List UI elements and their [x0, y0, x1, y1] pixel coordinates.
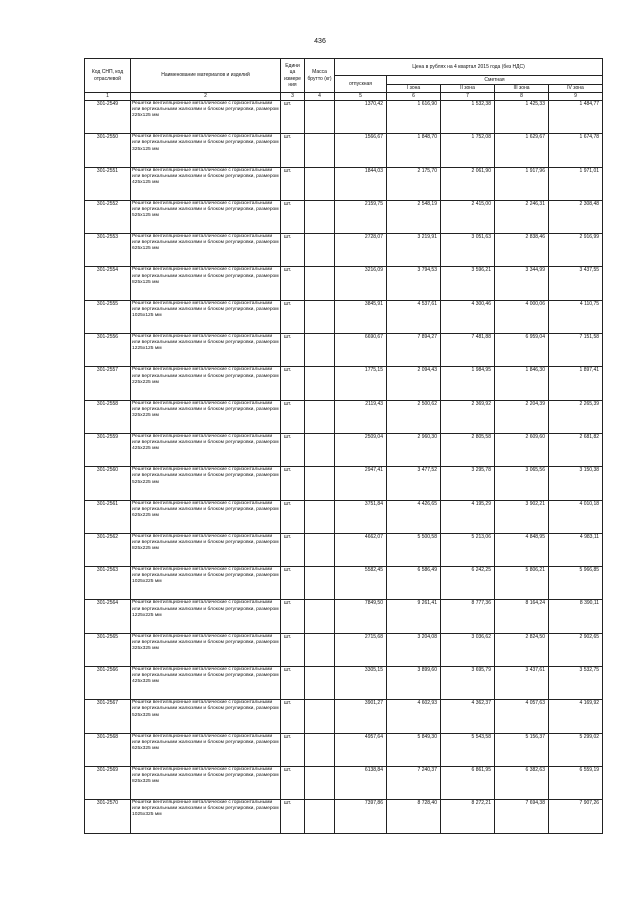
row-zone-2-price: 3 596,21 [441, 267, 495, 300]
row-name: Решетки вентиляционные металлические с горизонтальными или вертикальными жалюзями и блоком регулировки, размером 1225х225 мм [131, 600, 281, 633]
row-mass [305, 800, 335, 833]
row-zone-3-price: 3 344,99 [495, 267, 549, 300]
row-name: Решетки вентиляционные металлические с горизонтальными или вертикальными жалюзями и блоком регулировки, размером 425х325 мм [131, 667, 281, 700]
row-code: 301-2560 [85, 467, 131, 500]
column-number: 6 [387, 93, 441, 101]
table-row [85, 667, 603, 700]
row-zone-4-price: 4 983,11 [549, 533, 603, 566]
row-zone-1-price: 2 960,30 [387, 433, 441, 466]
row-unit: шт. [281, 367, 305, 400]
price-table [84, 58, 603, 834]
row-code: 301-2554 [85, 267, 131, 300]
row-mass [305, 367, 335, 400]
row-release-price: 4957,64 [335, 733, 387, 766]
row-zone-2-price: 5 543,58 [441, 733, 495, 766]
row-zone-4-price: 2 265,39 [549, 400, 603, 433]
row-zone-2-price: 4 362,37 [441, 700, 495, 733]
row-release-price: 3901,27 [335, 700, 387, 733]
row-mass [305, 533, 335, 566]
row-mass [305, 200, 335, 233]
row-mass [305, 567, 335, 600]
row-name: Решетки вентиляционные металлические с горизонтальными или вертикальными жалюзями и блоком регулировки, размером 225х125 мм [131, 101, 281, 134]
row-release-price: 4662,07 [335, 533, 387, 566]
row-zone-1-price: 6 586,49 [387, 567, 441, 600]
row-name: Решетки вентиляционные металлические с горизонтальными или вертикальными жалюзями и блоком регулировки, размером 825х225 мм [131, 533, 281, 566]
row-zone-4-price: 3 437,55 [549, 267, 603, 300]
row-code: 301-2566 [85, 667, 131, 700]
table-row [85, 334, 603, 367]
row-zone-2-price: 2 369,92 [441, 400, 495, 433]
row-zone-2-price: 8 272,21 [441, 800, 495, 833]
table-row [85, 367, 603, 400]
row-mass [305, 600, 335, 633]
row-mass [305, 334, 335, 367]
header-price-title: Цена в рублях на 4 квартал 2015 года (без НДС) [335, 59, 603, 76]
row-zone-2-price: 1 752,08 [441, 134, 495, 167]
row-zone-4-price: 1 674,78 [549, 134, 603, 167]
row-zone-4-price: 8 390,11 [549, 600, 603, 633]
column-number: 2 [131, 93, 281, 101]
row-zone-1-price: 2 548,19 [387, 200, 441, 233]
row-release-price: 2947,41 [335, 467, 387, 500]
header-unit: Едини ца измере ния [281, 59, 305, 93]
table-row [85, 500, 603, 533]
row-code: 301-2568 [85, 733, 131, 766]
header-zone-4: IV зона [549, 85, 603, 93]
row-zone-1-price: 9 261,41 [387, 600, 441, 633]
row-release-price: 3751,84 [335, 500, 387, 533]
table-row [85, 101, 603, 134]
row-unit: шт. [281, 567, 305, 600]
row-name: Решетки вентиляционные металлические с горизонтальными или вертикальными жалюзями и блоком регулировки, размером 625х325 мм [131, 733, 281, 766]
row-release-price: 2159,75 [335, 200, 387, 233]
row-zone-2-price: 2 061,90 [441, 167, 495, 200]
table-row [85, 800, 603, 833]
row-code: 301-2553 [85, 234, 131, 267]
row-release-price: 6138,84 [335, 766, 387, 799]
column-number-row [85, 93, 603, 101]
row-unit: шт. [281, 167, 305, 200]
row-zone-4-price: 4 169,92 [549, 700, 603, 733]
row-zone-3-price: 4 057,63 [495, 700, 549, 733]
row-unit: шт. [281, 101, 305, 134]
row-name: Решетки вентиляционные металлические с горизонтальными или вертикальными жалюзями и блоком регулировки, размером 525х125 мм [131, 200, 281, 233]
row-zone-1-price: 3 204,08 [387, 633, 441, 666]
row-zone-3-price: 5 806,21 [495, 567, 549, 600]
row-zone-3-price: 5 156,37 [495, 733, 549, 766]
row-zone-4-price: 1 484,77 [549, 101, 603, 134]
row-release-price: 7397,86 [335, 800, 387, 833]
row-code: 301-2557 [85, 367, 131, 400]
row-release-price: 2728,07 [335, 234, 387, 267]
row-unit: шт. [281, 667, 305, 700]
row-name: Решетки вентиляционные металлические с горизонтальными или вертикальными жалюзями и блоком регулировки, размером 1025х325 мм [131, 800, 281, 833]
table-row [85, 700, 603, 733]
row-zone-4-price: 2 308,48 [549, 200, 603, 233]
row-name: Решетки вентиляционные металлические с горизонтальными или вертикальными жалюзями и блоком регулировки, размером 825х325 мм [131, 766, 281, 799]
row-release-price: 1844,03 [335, 167, 387, 200]
table-row [85, 467, 603, 500]
row-mass [305, 167, 335, 200]
row-zone-4-price: 1 897,41 [549, 367, 603, 400]
column-number: 4 [305, 93, 335, 101]
table-row [85, 167, 603, 200]
row-name: Решетки вентиляционные металлические с горизонтальными или вертикальными жалюзями и блоком регулировки, размером 1025х125 мм [131, 300, 281, 333]
row-release-price: 5582,45 [335, 567, 387, 600]
row-zone-2-price: 2 415,00 [441, 200, 495, 233]
row-release-price: 2715,68 [335, 633, 387, 666]
row-zone-1-price: 3 794,53 [387, 267, 441, 300]
row-zone-3-price: 1 917,96 [495, 167, 549, 200]
row-name: Решетки вентиляционные металлические с горизонтальными или вертикальными жалюзями и блоком регулировки, размером 625х125 мм [131, 234, 281, 267]
row-zone-2-price: 4 195,29 [441, 500, 495, 533]
row-zone-4-price: 7 151,58 [549, 334, 603, 367]
row-zone-4-price: 2 681,82 [549, 433, 603, 466]
row-unit: шт. [281, 400, 305, 433]
row-zone-1-price: 1 848,70 [387, 134, 441, 167]
row-release-price: 3305,15 [335, 667, 387, 700]
row-zone-1-price: 5 500,58 [387, 533, 441, 566]
row-unit: шт. [281, 433, 305, 466]
column-number: 1 [85, 93, 131, 101]
row-zone-3-price: 4 848,95 [495, 533, 549, 566]
row-unit: шт. [281, 134, 305, 167]
row-zone-2-price: 6 861,95 [441, 766, 495, 799]
row-code: 301-2552 [85, 200, 131, 233]
row-code: 301-2564 [85, 600, 131, 633]
row-zone-1-price: 3 477,52 [387, 467, 441, 500]
row-name: Решетки вентиляционные металлические с горизонтальными или вертикальными жалюзями и блоком регулировки, размером 625х225 мм [131, 500, 281, 533]
row-name: Решетки вентиляционные металлические с горизонтальными или вертикальными жалюзями и блоком регулировки, размером 1025х225 мм [131, 567, 281, 600]
row-name: Решетки вентиляционные металлические с горизонтальными или вертикальными жалюзями и блоком регулировки, размером 325х325 мм [131, 633, 281, 666]
row-code: 301-2562 [85, 533, 131, 566]
row-release-price: 3216,09 [335, 267, 387, 300]
row-zone-4-price: 2 916,99 [549, 234, 603, 267]
row-release-price: 2509,04 [335, 433, 387, 466]
row-code: 301-2549 [85, 101, 131, 134]
row-mass [305, 733, 335, 766]
table-row [85, 567, 603, 600]
table-row [85, 300, 603, 333]
row-unit: шт. [281, 733, 305, 766]
row-zone-4-price: 3 532,75 [549, 667, 603, 700]
row-release-price: 6690,67 [335, 334, 387, 367]
row-zone-1-price: 4 602,93 [387, 700, 441, 733]
row-unit: шт. [281, 633, 305, 666]
column-number: 3 [281, 93, 305, 101]
row-zone-1-price: 2 094,43 [387, 367, 441, 400]
row-zone-2-price: 8 777,36 [441, 600, 495, 633]
row-unit: шт. [281, 533, 305, 566]
row-code: 301-2569 [85, 766, 131, 799]
row-name: Решетки вентиляционные металлические с горизонтальными или вертикальными жалюзями и блоком регулировки, размером 325х125 мм [131, 134, 281, 167]
row-name: Решетки вентиляционные металлические с горизонтальными или вертикальными жалюзями и блоком регулировки, размером 825х125 мм [131, 267, 281, 300]
row-release-price: 7849,50 [335, 600, 387, 633]
row-unit: шт. [281, 600, 305, 633]
column-number: 5 [335, 93, 387, 101]
row-release-price: 1370,42 [335, 101, 387, 134]
row-release-price: 2119,43 [335, 400, 387, 433]
row-zone-3-price: 3 437,61 [495, 667, 549, 700]
row-name: Решетки вентиляционные металлические с горизонтальными или вертикальными жалюзями и блоком регулировки, размером 525х225 мм [131, 467, 281, 500]
row-zone-2-price: 4 300,46 [441, 300, 495, 333]
row-unit: шт. [281, 200, 305, 233]
row-zone-3-price: 1 425,33 [495, 101, 549, 134]
row-code: 301-2551 [85, 167, 131, 200]
column-number: 7 [441, 93, 495, 101]
row-mass [305, 700, 335, 733]
row-zone-4-price: 4 110,75 [549, 300, 603, 333]
row-zone-1-price: 4 426,65 [387, 500, 441, 533]
row-zone-2-price: 3 295,78 [441, 467, 495, 500]
row-zone-3-price: 3 065,56 [495, 467, 549, 500]
row-zone-4-price: 1 971,01 [549, 167, 603, 200]
table-row [85, 600, 603, 633]
row-zone-4-price: 5 299,02 [549, 733, 603, 766]
row-code: 301-2556 [85, 334, 131, 367]
page-number: 436 [314, 38, 326, 45]
row-zone-2-price: 3 695,79 [441, 667, 495, 700]
row-zone-4-price: 5 966,85 [549, 567, 603, 600]
row-zone-1-price: 5 849,30 [387, 733, 441, 766]
table-row [85, 633, 603, 666]
row-unit: шт. [281, 300, 305, 333]
header-zone-2: II зона [441, 85, 495, 93]
row-zone-1-price: 2 175,70 [387, 167, 441, 200]
row-zone-4-price: 7 907,26 [549, 800, 603, 833]
row-name: Решетки вентиляционные металлические с горизонтальными или вертикальными жалюзями и блоком регулировки, размером 525х325 мм [131, 700, 281, 733]
row-unit: шт. [281, 700, 305, 733]
row-zone-1-price: 7 240,37 [387, 766, 441, 799]
row-name: Решетки вентиляционные металлические с горизонтальными или вертикальными жалюзями и блоком регулировки, размером 225х225 мм [131, 367, 281, 400]
row-zone-2-price: 3 036,62 [441, 633, 495, 666]
row-zone-3-price: 2 609,60 [495, 433, 549, 466]
header-estimate: Сметная [387, 76, 603, 85]
row-code: 301-2561 [85, 500, 131, 533]
row-mass [305, 134, 335, 167]
row-zone-3-price: 1 846,30 [495, 367, 549, 400]
row-unit: шт. [281, 800, 305, 833]
row-name: Решетки вентиляционные металлические с горизонтальными или вертикальными жалюзями и блоком регулировки, размером 425х225 мм [131, 433, 281, 466]
row-mass [305, 467, 335, 500]
row-mass [305, 400, 335, 433]
row-code: 301-2558 [85, 400, 131, 433]
row-zone-1-price: 1 616,90 [387, 101, 441, 134]
column-number: 9 [549, 93, 603, 101]
row-mass [305, 667, 335, 700]
table-row [85, 766, 603, 799]
row-mass [305, 300, 335, 333]
row-zone-3-price: 2 246,31 [495, 200, 549, 233]
row-unit: шт. [281, 500, 305, 533]
row-mass [305, 234, 335, 267]
table-row [85, 267, 603, 300]
row-zone-2-price: 3 051,63 [441, 234, 495, 267]
row-mass [305, 633, 335, 666]
row-mass [305, 101, 335, 134]
row-code: 301-2563 [85, 567, 131, 600]
row-zone-3-price: 7 694,38 [495, 800, 549, 833]
row-unit: шт. [281, 234, 305, 267]
header-zone-1: I зона [387, 85, 441, 93]
row-code: 301-2567 [85, 700, 131, 733]
table-row [85, 733, 603, 766]
row-unit: шт. [281, 267, 305, 300]
row-name: Решетки вентиляционные металлические с горизонтальными или вертикальными жалюзями и блоком регулировки, размером 1225х125 мм [131, 334, 281, 367]
row-mass [305, 766, 335, 799]
row-zone-2-price: 1 984,95 [441, 367, 495, 400]
row-zone-2-price: 5 213,06 [441, 533, 495, 566]
row-unit: шт. [281, 766, 305, 799]
row-zone-3-price: 1 629,67 [495, 134, 549, 167]
row-zone-1-price: 4 537,61 [387, 300, 441, 333]
header-mass: Масса брутто (кг) [305, 59, 335, 93]
row-zone-4-price: 2 902,65 [549, 633, 603, 666]
row-release-price: 3845,91 [335, 300, 387, 333]
table-row [85, 433, 603, 466]
row-zone-3-price: 2 824,50 [495, 633, 549, 666]
table-row [85, 134, 603, 167]
row-zone-2-price: 6 242,25 [441, 567, 495, 600]
row-code: 301-2559 [85, 433, 131, 466]
table-row [85, 234, 603, 267]
row-zone-3-price: 6 382,63 [495, 766, 549, 799]
column-number: 8 [495, 93, 549, 101]
row-zone-3-price: 6 959,04 [495, 334, 549, 367]
header-zone-3: III зона [495, 85, 549, 93]
row-zone-2-price: 1 532,38 [441, 101, 495, 134]
row-zone-4-price: 3 150,38 [549, 467, 603, 500]
table-row [85, 200, 603, 233]
row-zone-1-price: 2 500,62 [387, 400, 441, 433]
header-code: Код СНП, код отраслевой [85, 59, 131, 93]
row-zone-4-price: 4 010,18 [549, 500, 603, 533]
row-name: Решетки вентиляционные металлические с горизонтальными или вертикальными жалюзями и блоком регулировки, размером 425х125 мм [131, 167, 281, 200]
row-zone-4-price: 6 559,19 [549, 766, 603, 799]
row-zone-3-price: 4 000,06 [495, 300, 549, 333]
row-zone-3-price: 8 164,24 [495, 600, 549, 633]
row-zone-1-price: 3 219,91 [387, 234, 441, 267]
row-zone-1-price: 7 894,27 [387, 334, 441, 367]
row-zone-1-price: 8 728,40 [387, 800, 441, 833]
row-zone-3-price: 3 902,21 [495, 500, 549, 533]
row-unit: шт. [281, 334, 305, 367]
row-mass [305, 267, 335, 300]
row-zone-3-price: 2 838,46 [495, 234, 549, 267]
row-release-price: 1566,67 [335, 134, 387, 167]
row-zone-1-price: 3 899,60 [387, 667, 441, 700]
table-row [85, 400, 603, 433]
row-mass [305, 433, 335, 466]
row-zone-2-price: 2 805,58 [441, 433, 495, 466]
header-name: Наименование материалов и изделий [131, 59, 281, 93]
row-code: 301-2550 [85, 134, 131, 167]
row-code: 301-2555 [85, 300, 131, 333]
row-name: Решетки вентиляционные металлические с горизонтальными или вертикальными жалюзями и блоком регулировки, размером 325х225 мм [131, 400, 281, 433]
row-release-price: 1775,15 [335, 367, 387, 400]
header-release: отпускная [335, 76, 387, 93]
table-row [85, 533, 603, 566]
row-mass [305, 500, 335, 533]
row-zone-2-price: 7 481,88 [441, 334, 495, 367]
row-unit: шт. [281, 467, 305, 500]
row-code: 301-2570 [85, 800, 131, 833]
row-code: 301-2565 [85, 633, 131, 666]
row-zone-3-price: 2 204,39 [495, 400, 549, 433]
